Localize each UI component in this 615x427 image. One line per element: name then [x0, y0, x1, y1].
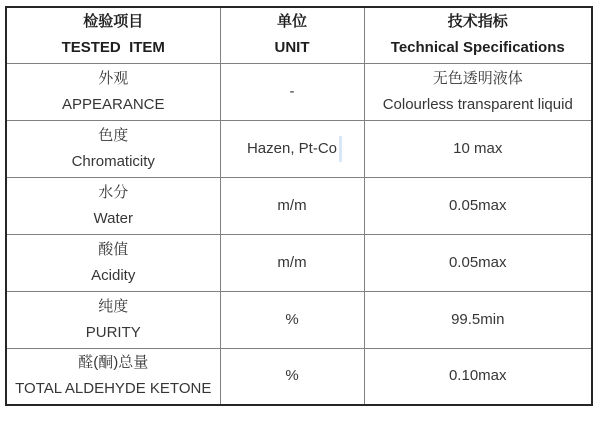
spec-value: 10 max: [453, 139, 503, 157]
header-cell-unit: [220, 7, 364, 63]
item-en: TOTAL ALDEHYDE KETONE: [15, 380, 212, 398]
item-zh: 色度: [98, 126, 129, 144]
spec-value: 0.05max: [448, 253, 507, 271]
item-en: Water: [93, 209, 133, 227]
cell-unit: [220, 177, 364, 234]
header-cell-tested-item: [6, 7, 220, 63]
header-tech-spec-en: Technical Specifications: [390, 39, 565, 57]
unit-value: m/m: [277, 196, 307, 214]
cell-unit: [220, 348, 364, 405]
cell-unit: [220, 291, 364, 348]
specifications-table: [5, 6, 593, 406]
table-row-purity: [6, 291, 592, 348]
item-zh: 水分: [98, 183, 129, 201]
spec-en: Colourless transparent liquid: [382, 95, 573, 113]
table-row-acidity: [6, 234, 592, 291]
cell-spec: [364, 291, 592, 348]
unit-value: -: [289, 82, 295, 100]
item-zh: 酸值: [98, 240, 129, 258]
spec-value: 0.10max: [448, 367, 507, 385]
unit-value: m/m: [277, 253, 307, 271]
cell-item: [6, 291, 220, 348]
cell-unit: [220, 234, 364, 291]
item-zh: 外观: [98, 69, 129, 87]
table-row-total-aldehyde-ketone: [6, 348, 592, 405]
unit-value: Hazen, Pt-Co: [246, 139, 338, 157]
cell-spec: [364, 348, 592, 405]
item-en: Acidity: [91, 266, 136, 284]
item-zh: 纯度: [98, 297, 129, 315]
cell-item: [6, 177, 220, 234]
text-caret-artifact: [339, 136, 342, 162]
cell-item: [6, 348, 220, 405]
cell-spec: [364, 120, 592, 177]
header-tested-item-en: TESTED ITEM: [61, 39, 165, 57]
header-tested-item-zh: 检验项目: [83, 13, 144, 31]
header-unit-en: UNIT: [274, 39, 310, 57]
item-en: PURITY: [85, 323, 141, 341]
header-unit-zh: 单位: [276, 13, 307, 31]
unit-value: %: [285, 367, 299, 385]
item-en: APPEARANCE: [61, 95, 165, 113]
unit-value: %: [285, 310, 299, 328]
cell-unit: [220, 120, 364, 177]
item-en: Chromaticity: [71, 152, 155, 170]
item-zh: 醛(酮)总量: [78, 354, 149, 372]
cell-unit: [220, 63, 364, 120]
header-cell-technical-specifications: [364, 7, 592, 63]
table-row-chromaticity: [6, 120, 592, 177]
cell-spec: [364, 234, 592, 291]
spec-value: 99.5min: [451, 310, 505, 328]
cell-item: [6, 234, 220, 291]
header-row: [6, 7, 592, 63]
spec-value: 0.05max: [448, 196, 507, 214]
table-row-water: [6, 177, 592, 234]
cell-spec: [364, 63, 592, 120]
cell-item: [6, 63, 220, 120]
spec-zh: 无色透明液体: [432, 69, 523, 87]
cell-item: [6, 120, 220, 177]
cell-spec: [364, 177, 592, 234]
table-row-appearance: [6, 63, 592, 120]
header-tech-spec-zh: 技术指标: [447, 13, 508, 31]
